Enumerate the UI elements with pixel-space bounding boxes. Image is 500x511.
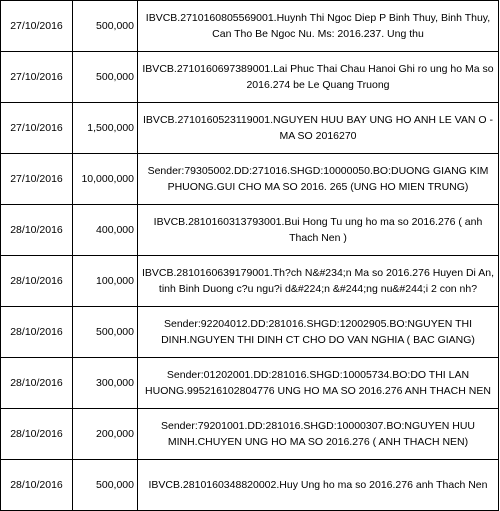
- description-cell: Sender:79201001.DD:281016.SHGD:10000307.BO:NGUYEN HUU MINH.CHUYEN UNG HO MA SO 2016.276 ( ANH THACH NEN): [138, 409, 499, 460]
- date-cell: 28/10/2016: [1, 460, 73, 511]
- date-cell: 27/10/2016: [1, 154, 73, 205]
- date-cell: 27/10/2016: [1, 103, 73, 154]
- description-cell: Sender:79305002.DD:271016.SHGD:10000050.BO:DUONG GIANG KIM PHUONG.GUI CHO MA SO 2016. 265 (UNG HO MIEN TRUNG): [138, 154, 499, 205]
- amount-cell: 1,500,000: [73, 103, 138, 154]
- date-cell: 28/10/2016: [1, 358, 73, 409]
- description-cell: IBVCB.2710160805569001.Huynh Thi Ngoc Diep P Binh Thuy, Binh Thuy, Can Tho Be Ngoc Nu. Ms: 2016.237. Ung thu: [138, 1, 499, 52]
- table-row: [1, 154, 499, 205]
- amount-cell: 500,000: [73, 52, 138, 103]
- date-cell: 28/10/2016: [1, 256, 73, 307]
- table-row: [1, 103, 499, 154]
- date-cell: 27/10/2016: [1, 1, 73, 52]
- description-cell: IBVCB.2710160697389001.Lai Phuc Thai Chau Hanoi Ghi ro ung ho Ma so 2016.274 be Le Quang Truong: [138, 52, 499, 103]
- table-row: [1, 205, 499, 256]
- description-cell: Sender:01202001.DD:281016.SHGD:10005734.BO:DO THI LAN HUONG.995216102804776 UNG HO MA SO 2016.276 ANH THACH NEN: [138, 358, 499, 409]
- description-cell: IBVCB.2810160313793001.Bui Hong Tu ung ho ma so 2016.276 ( anh Thach Nen ): [138, 205, 499, 256]
- description-cell: IBVCB.2810160639179001.Th?ch N&#234;n Ma so 2016.276 Huyen Di An, tinh Binh Duong c?u ngu?i d&#224;n &#244;ng nu&#244;i 2 con nh?: [138, 256, 499, 307]
- amount-cell: 500,000: [73, 307, 138, 358]
- description-cell: IBVCB.2710160523119001.NGUYEN HUU BAY UNG HO ANH LE VAN O - MA SO 2016270: [138, 103, 499, 154]
- table-row: [1, 52, 499, 103]
- date-cell: 28/10/2016: [1, 307, 73, 358]
- amount-cell: 400,000: [73, 205, 138, 256]
- date-cell: 28/10/2016: [1, 205, 73, 256]
- amount-cell: 100,000: [73, 256, 138, 307]
- amount-cell: 500,000: [73, 460, 138, 511]
- amount-cell: 10,000,000: [73, 154, 138, 205]
- table-row: [1, 256, 499, 307]
- date-cell: 28/10/2016: [1, 409, 73, 460]
- table-row: [1, 409, 499, 460]
- description-cell: Sender:92204012.DD:281016.SHGD:12002905.BO:NGUYEN THI DINH.NGUYEN THI DINH CT CHO DO VAN NGHIA ( BAC GIANG): [138, 307, 499, 358]
- amount-cell: 200,000: [73, 409, 138, 460]
- table-row: [1, 358, 499, 409]
- amount-cell: 500,000: [73, 1, 138, 52]
- amount-cell: 300,000: [73, 358, 138, 409]
- table-row: [1, 307, 499, 358]
- date-cell: 27/10/2016: [1, 52, 73, 103]
- table-row: [1, 1, 499, 52]
- table-row: [1, 460, 499, 511]
- description-cell: IBVCB.2810160348820002.Huy Ung ho ma so 2016.276 anh Thach Nen: [138, 460, 499, 511]
